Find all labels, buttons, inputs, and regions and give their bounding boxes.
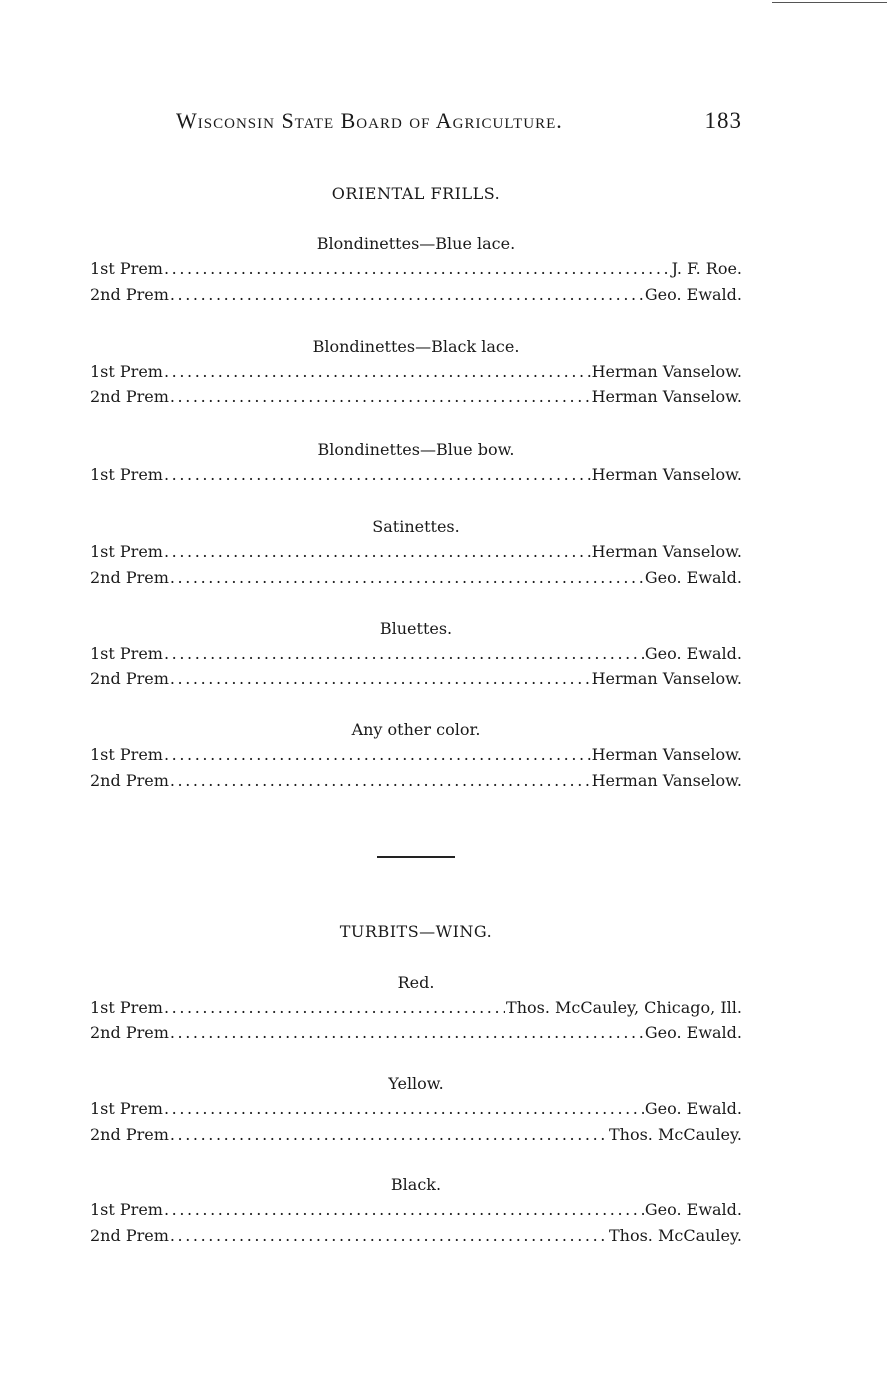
- winner-name: Thos. McCauley.: [608, 1125, 742, 1144]
- premium-entry: [90, 771, 742, 793]
- prize-label: 1st Prem: [90, 465, 163, 484]
- leader-dots: [164, 1099, 644, 1118]
- winner-name: Geo. Ewald.: [644, 1023, 742, 1042]
- page-number: 183: [704, 108, 742, 133]
- premium-entry: [90, 745, 742, 767]
- leader-dots: [170, 568, 644, 587]
- leader-dots: [164, 745, 591, 764]
- leader-dots: [170, 1023, 644, 1042]
- running-header: [176, 108, 742, 134]
- prize-label: 2nd Prem: [90, 285, 169, 304]
- winner-name: Geo. Ewald.: [644, 644, 742, 663]
- prize-label: 2nd Prem: [90, 669, 169, 688]
- leader-dots: [170, 1125, 608, 1144]
- group-heading: Blondinettes—Blue bow.: [317, 440, 515, 459]
- winner-name: Herman Vanselow.: [591, 362, 742, 381]
- premium-entry: [90, 259, 742, 281]
- premium-entry: [90, 1099, 742, 1121]
- premium-entry: [90, 1023, 742, 1045]
- group-heading: Satinettes.: [372, 517, 460, 536]
- winner-name: Thos. McCauley, Chicago, Ill.: [506, 998, 742, 1017]
- group-heading: Red.: [397, 973, 435, 992]
- winner-name: Geo. Ewald.: [644, 1099, 742, 1118]
- winner-name: Geo. Ewald.: [644, 1200, 742, 1219]
- group-heading: Any other color.: [351, 720, 481, 739]
- group-heading: Black.: [390, 1175, 442, 1194]
- premium-entry: [90, 1125, 742, 1147]
- group-heading: Bluettes.: [379, 619, 453, 638]
- leader-dots: [170, 669, 591, 688]
- premium-entry: [90, 362, 742, 384]
- premium-entry: [90, 644, 742, 666]
- leader-dots: [164, 1200, 644, 1219]
- prize-label: 2nd Prem: [90, 387, 169, 406]
- premium-entry: [90, 1200, 742, 1222]
- leader-dots: [164, 259, 671, 278]
- prize-label: 1st Prem: [90, 259, 163, 278]
- leader-dots: [164, 465, 591, 484]
- leader-dots: [170, 771, 591, 790]
- winner-name: Herman Vanselow.: [591, 669, 742, 688]
- prize-label: 2nd Prem: [90, 568, 169, 587]
- leader-dots: [164, 644, 644, 663]
- winner-name: Herman Vanselow.: [591, 465, 742, 484]
- prize-label: 1st Prem: [90, 998, 163, 1017]
- section-title-oriental-frills: ORIENTAL FRILLS.: [331, 184, 501, 203]
- winner-name: J. F. Roe.: [671, 259, 742, 278]
- winner-name: Thos. McCauley.: [608, 1226, 742, 1245]
- premium-entry: [90, 387, 742, 409]
- winner-name: Herman Vanselow.: [591, 387, 742, 406]
- prize-label: 2nd Prem: [90, 1125, 169, 1144]
- winner-name: Herman Vanselow.: [591, 542, 742, 561]
- winner-name: Geo. Ewald.: [644, 285, 742, 304]
- section-divider: [377, 856, 455, 858]
- group-heading: Yellow.: [388, 1074, 444, 1093]
- section-title-turbits-wing: TURBITS—WING.: [339, 922, 493, 941]
- prize-label: 2nd Prem: [90, 1023, 169, 1042]
- leader-dots: [170, 1226, 608, 1245]
- leader-dots: [164, 542, 591, 561]
- prize-label: 1st Prem: [90, 1200, 163, 1219]
- prize-label: 2nd Prem: [90, 771, 169, 790]
- leader-dots: [164, 362, 591, 381]
- winner-name: Geo. Ewald.: [644, 568, 742, 587]
- winner-name: Herman Vanselow.: [591, 745, 742, 764]
- scan-edge-rule: [772, 2, 887, 3]
- prize-label: 1st Prem: [90, 542, 163, 561]
- prize-label: 1st Prem: [90, 745, 163, 764]
- leader-dots: [164, 998, 505, 1017]
- prize-label: 2nd Prem: [90, 1226, 169, 1245]
- leader-dots: [170, 387, 591, 406]
- premium-entry: [90, 669, 742, 691]
- winner-name: Herman Vanselow.: [591, 771, 742, 790]
- premium-entry: [90, 285, 742, 307]
- group-heading: Blondinettes—Blue lace.: [316, 234, 516, 253]
- prize-label: 1st Prem: [90, 362, 163, 381]
- premium-entry: [90, 542, 742, 564]
- running-header-title: Wisconsin State Board of Agriculture.: [176, 108, 563, 133]
- premium-entry: [90, 465, 742, 487]
- group-heading: Blondinettes—Black lace.: [312, 337, 520, 356]
- prize-label: 1st Prem: [90, 644, 163, 663]
- premium-entry: [90, 1226, 742, 1248]
- premium-entry: [90, 998, 742, 1020]
- leader-dots: [170, 285, 644, 304]
- premium-entry: [90, 568, 742, 590]
- prize-label: 1st Prem: [90, 1099, 163, 1118]
